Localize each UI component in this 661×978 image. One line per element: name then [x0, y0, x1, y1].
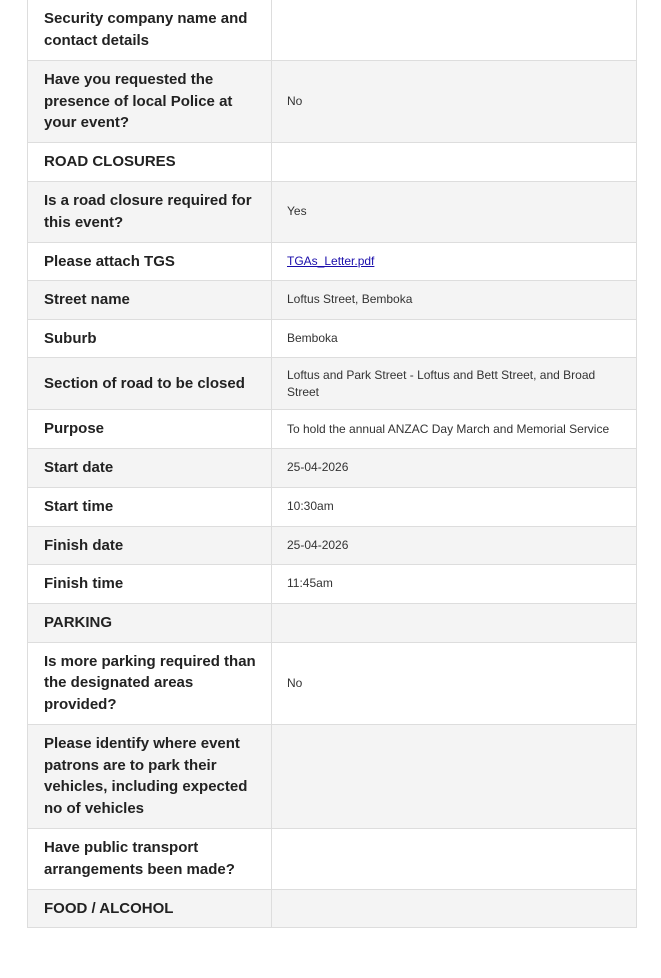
field-label: Start time [28, 487, 272, 526]
section-header: PARKING [28, 603, 272, 642]
section-header-row [28, 603, 637, 642]
table-row [28, 448, 637, 487]
section-header-row [28, 143, 637, 182]
field-label: Finish time [28, 565, 272, 604]
field-value: 25-04-2026 [272, 448, 637, 487]
field-label: Suburb [28, 319, 272, 358]
table-row [28, 828, 637, 889]
field-value: 25-04-2026 [272, 526, 637, 565]
table-row [28, 724, 637, 828]
field-value: To hold the annual ANZAC Day March and Memorial Service [272, 410, 637, 449]
field-value: 10:30am [272, 487, 637, 526]
field-label: Section of road to be closed [28, 358, 272, 410]
field-value [272, 143, 637, 182]
table-row [28, 61, 637, 143]
field-label: Have you requested the presence of local Police at your event? [28, 61, 272, 143]
table-row [28, 281, 637, 320]
field-label: Is a road closure required for this event? [28, 181, 272, 242]
field-label: Start date [28, 448, 272, 487]
tgs-file-link[interactable]: TGAs_Letter.pdf [287, 253, 375, 268]
field-value [272, 889, 637, 928]
field-label: Have public transport arrangements been made? [28, 828, 272, 889]
field-value: 11:45am [272, 565, 637, 604]
table-row [28, 242, 637, 281]
event-application-table [27, 0, 637, 928]
field-value [272, 242, 637, 281]
field-value: No [272, 61, 637, 143]
table-row [28, 358, 637, 410]
table-row [28, 410, 637, 449]
table-row [28, 181, 637, 242]
field-value: Loftus and Park Street - Loftus and Bett Street, and Broad Street [272, 358, 637, 410]
table-row [28, 526, 637, 565]
field-label: Finish date [28, 526, 272, 565]
field-value: Bemboka [272, 319, 637, 358]
field-label: Is more parking required than the designated areas provided? [28, 642, 272, 724]
field-value [272, 0, 637, 61]
table-row [28, 0, 637, 61]
table-row [28, 565, 637, 604]
table-row [28, 642, 637, 724]
field-value [272, 603, 637, 642]
field-value [272, 828, 637, 889]
field-label: Purpose [28, 410, 272, 449]
section-header: ROAD CLOSURES [28, 143, 272, 182]
field-label: Please attach TGS [28, 242, 272, 281]
table-row [28, 319, 637, 358]
field-label: Street name [28, 281, 272, 320]
field-value: Yes [272, 181, 637, 242]
section-header: FOOD / ALCOHOL [28, 889, 272, 928]
field-value: No [272, 642, 637, 724]
field-label: Please identify where event patrons are to park their vehicles, including expected no of vehicles [28, 724, 272, 828]
field-label: Security company name and contact details [28, 0, 272, 61]
field-value: Loftus Street, Bemboka [272, 281, 637, 320]
field-value [272, 724, 637, 828]
section-header-row [28, 889, 637, 928]
table-row [28, 487, 637, 526]
